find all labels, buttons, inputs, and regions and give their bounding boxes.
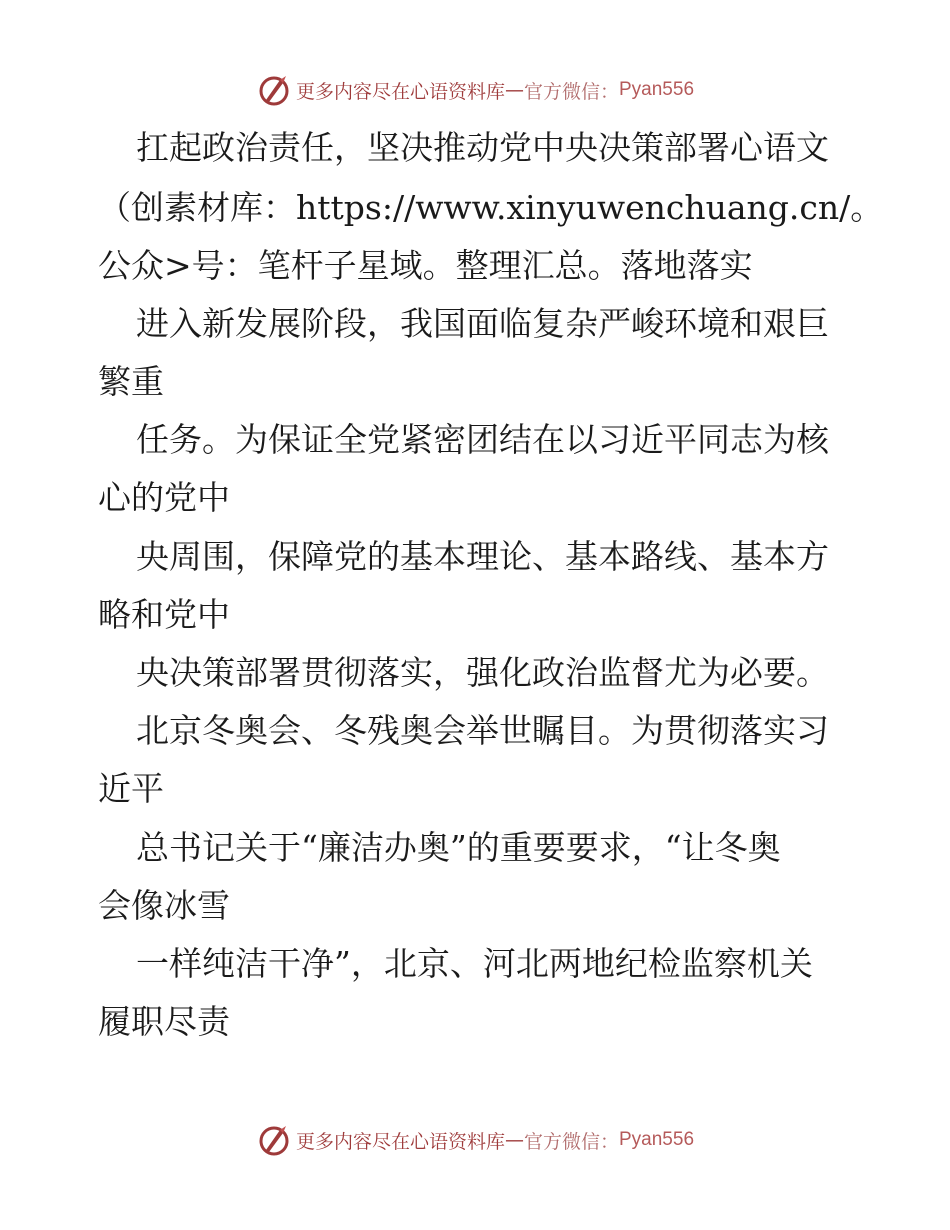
footer-site-text: 更多内容尽在心语资料库 [295,1130,505,1153]
text-line: 近平 [98,769,164,808]
text-line: 心的党中 [98,478,230,517]
text-line: 扛起政治责任，坚决推动党中央决策部署心语文 [136,128,829,167]
text-line: 履职尽责 [98,1002,230,1041]
text-line: 总书记关于“廉洁办奥”的重要要求，“让冬奥 [136,828,781,867]
footer-wechat-id: Pyan556 [619,1129,695,1150]
text-line: 进入新发展阶段，我国面临复杂严峻环境和艰巨 [136,304,829,343]
header-wechat-label: 官方微信： [523,80,619,103]
quill-logo-icon [256,72,292,108]
text-line: 会像冰雪 [98,886,230,925]
text-line: 公众>号：笔杆子星域。整理汇总。落地落实 [98,246,753,285]
text-line: 略和党中 [98,595,230,634]
text-line: 北京冬奥会、冬残奥会举世瞩目。为贯彻落实习 [136,711,829,750]
text-line: 任务。为保证全党紧密团结在以习近平同志为核 [136,420,829,459]
footer-dash: — [504,1129,524,1151]
text-line: 一样纯洁干净”，北京、河北两地纪检监察机关 [136,944,813,983]
footer-banner [0,1120,950,1160]
text-line: 繁重 [98,362,164,401]
quill-logo-icon [256,1122,292,1158]
header-wechat-id: Pyan556 [619,79,695,100]
header-site-text: 更多内容尽在心语资料库 [295,80,505,103]
header-banner [0,70,950,110]
footer-wechat-label: 官方微信： [523,1130,619,1153]
header-dash: — [504,79,524,101]
text-line: 央周围，保障党的基本理论、基本路线、基本方 [136,537,829,576]
text-line: （创素材库：https://www.xinyuwenchuang.cn/。 [98,188,884,227]
text-line: 央决策部署贯彻落实，强化政治监督尤为必要。 [136,653,829,692]
